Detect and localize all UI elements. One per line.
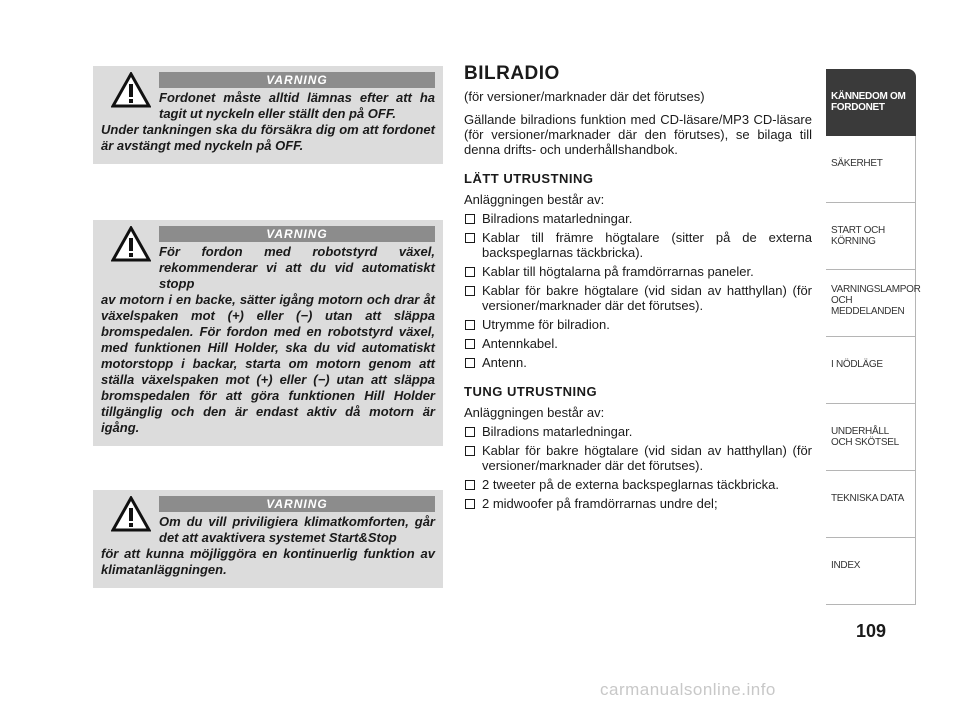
warning-label: VARNING	[159, 72, 435, 88]
checkbox-bullet-icon	[465, 214, 475, 224]
list-item: Antenn.	[464, 355, 812, 370]
warning-triangle-icon	[111, 72, 151, 108]
tab-sakerhet[interactable]: SÄKERHET	[826, 136, 916, 203]
page-number: 109	[855, 621, 887, 641]
warning-triangle-icon	[111, 496, 151, 532]
warning-box-1	[93, 66, 443, 164]
tab-underhall[interactable]: UNDERHÅLL OCH SKÖTSEL	[826, 404, 916, 471]
list-item: Kablar till högtalarna på framdörrarnas paneler.	[464, 264, 812, 279]
list-item: Utrymme för bilradion.	[464, 317, 812, 332]
checkbox-bullet-icon	[465, 286, 475, 296]
warning-box-2	[93, 220, 443, 446]
checkbox-bullet-icon	[465, 480, 475, 490]
list-item: Bilradions matarledningar.	[464, 211, 812, 226]
warning-triangle-icon	[111, 226, 151, 262]
list-item: Kablar för bakre högtalare (vid sidan av hatthyllan) (för versioner/marknader där det förutses).	[464, 283, 812, 313]
tab-kannedom[interactable]: KÄNNEDOM OM FORDONET	[826, 69, 916, 136]
checkbox-bullet-icon	[465, 320, 475, 330]
list-item: Antennkabel.	[464, 336, 812, 351]
main-content	[464, 63, 812, 515]
checkbox-bullet-icon	[465, 358, 475, 368]
warning-text: För fordon med robotstyrd växel, rekommenderar vi att du vid automatiskt stopp av motorn i en backe, sätter igång motorn och drar åt växelspaken mot (+) eller (−) utan att släppa bromspedalen. För fordon med en robotstyrd växel, med funktionen Hill Holder, ska du vid automatiskt motorstopp i backar, starta om motorn genom att ställa växelspaken mot (+) eller (−) utan att släppa bromspedalen för att göra funktionen Hill Holder tillgänglig och den är endast aktiv då motorn är igång.	[101, 244, 435, 435]
checkbox-bullet-icon	[465, 267, 475, 277]
list-item: 2 midwoofer på framdörrarnas undre del;	[464, 496, 812, 511]
tab-index[interactable]: INDEX	[826, 538, 916, 605]
heavy-equipment-heading: TUNG UTRUSTNING	[464, 384, 598, 399]
warning-label: VARNING	[159, 496, 435, 512]
light-equipment-lead: Anläggningen består av:	[464, 192, 605, 207]
list-item: Bilradions matarledningar.	[464, 424, 812, 439]
list-item: Kablar för bakre högtalare (vid sidan av hatthyllan) (för versioner/marknader där det förutses).	[464, 443, 812, 473]
tab-nodlage[interactable]: I NÖDLÄGE	[826, 337, 916, 404]
checkbox-bullet-icon	[465, 233, 475, 243]
light-equipment-list	[464, 211, 812, 370]
tab-tekniska-data[interactable]: TEKNISKA DATA	[826, 471, 916, 538]
heavy-equipment-list	[464, 424, 812, 511]
tab-varningslampor[interactable]: VARNINGSLAMPOR OCH MEDDELANDEN	[826, 270, 916, 337]
checkbox-bullet-icon	[465, 339, 475, 349]
heavy-equipment-lead: Anläggningen består av:	[464, 405, 605, 420]
checkbox-bullet-icon	[465, 446, 475, 456]
section-title: BILRADIO	[464, 63, 560, 84]
tab-start[interactable]: START OCH KÖRNING	[826, 203, 916, 270]
warning-text: Om du vill priviligiera klimatkomforten, går det att avaktivera systemet Start&Stop för att kunna möjliggöra en kontinuerlig funktion av klimatanläggningen.	[101, 514, 435, 577]
list-item: Kablar till främre högtalare (sitter på de externa backspeglarnas täckbricka).	[464, 230, 812, 260]
section-subtitle: (för versioner/marknader där det förutses)	[464, 89, 705, 104]
warning-box-3	[93, 490, 443, 588]
watermark: carmanualsonline.info	[600, 680, 776, 699]
chapter-tabs	[826, 69, 921, 605]
warning-label: VARNING	[159, 226, 435, 242]
light-equipment-heading: LÄTT UTRUSTNING	[464, 171, 594, 186]
warning-text: Fordonet måste alltid lämnas efter att ha tagit ut nyckeln eller ställt den på OFF. Under tankningen ska du försäkra dig om att fordonet är avstängt med nyckeln på OFF.	[101, 90, 435, 153]
checkbox-bullet-icon	[465, 499, 475, 509]
intro-paragraph: Gällande bilradions funktion med CD-läsare/MP3 CD-läsare (för versioner/marknader där den förutses), se bilaga till denna drifts- och underhållshandbok.	[464, 112, 812, 157]
checkbox-bullet-icon	[465, 427, 475, 437]
list-item: 2 tweeter på de externa backspeglarnas täckbricka.	[464, 477, 812, 492]
